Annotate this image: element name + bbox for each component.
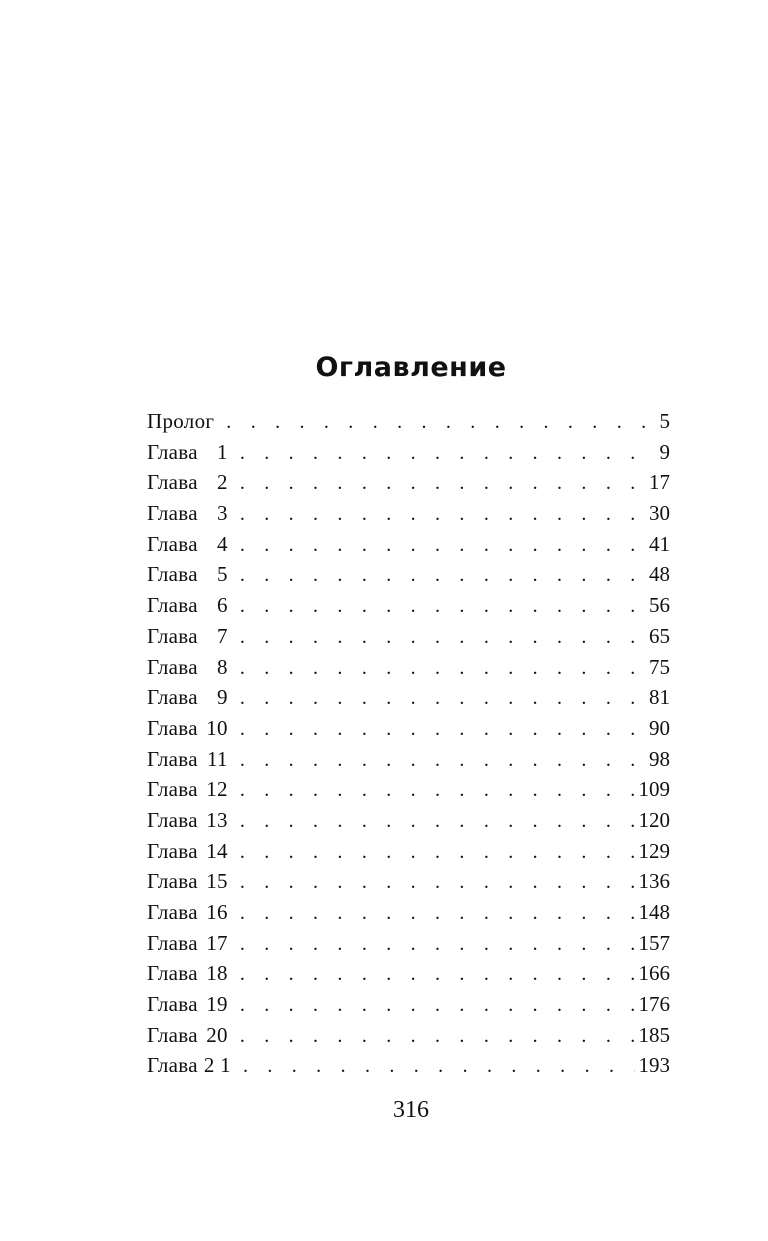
dot-leader bbox=[240, 959, 635, 990]
toc-entry-label bbox=[147, 805, 228, 836]
dot-leader bbox=[240, 499, 645, 530]
toc-entry-word: Глава bbox=[147, 838, 198, 863]
toc-entry-word: Глава bbox=[147, 992, 198, 1017]
toc-entry-word: Глава bbox=[147, 685, 198, 710]
toc-entry-label bbox=[147, 1020, 228, 1051]
toc-entry-label bbox=[147, 897, 228, 928]
toc-entry-page: 185 bbox=[638, 1022, 670, 1047]
toc-entry bbox=[147, 774, 670, 805]
toc-entry-chapter-number: 20 bbox=[206, 1022, 228, 1047]
toc-entry-label bbox=[147, 989, 228, 1020]
dot-leader bbox=[240, 560, 645, 591]
dot-leader bbox=[240, 867, 635, 898]
toc-entry-chapter-number: 11 bbox=[207, 746, 228, 771]
toc-entry-chapter-number: 8 bbox=[217, 654, 228, 679]
dot-leader bbox=[240, 990, 635, 1021]
toc-entry-word: Пролог bbox=[147, 409, 215, 433]
toc-entry-label bbox=[147, 928, 228, 959]
page-number: 316 bbox=[393, 1097, 429, 1123]
toc-entry-page: 17 bbox=[649, 470, 670, 495]
dot-leader bbox=[240, 929, 635, 960]
toc-entry-label bbox=[147, 529, 228, 560]
toc-entry-chapter-number: 5 bbox=[217, 562, 228, 587]
toc-entry bbox=[147, 559, 670, 590]
toc-entry bbox=[147, 1050, 670, 1081]
toc-entry-chapter-number: 7 bbox=[217, 623, 228, 648]
toc-title: Оглавление bbox=[315, 352, 507, 383]
toc-entry-page: 120 bbox=[638, 807, 670, 832]
dot-leader bbox=[240, 714, 645, 745]
toc-entry-label bbox=[147, 744, 228, 775]
dot-leader bbox=[240, 775, 635, 806]
toc-entry-word: Глава bbox=[147, 900, 198, 924]
toc-entry-chapter-number: 4 bbox=[217, 531, 228, 556]
toc-entry bbox=[147, 590, 670, 621]
toc-entry bbox=[147, 836, 670, 867]
toc-entry-label bbox=[147, 866, 228, 897]
toc-entry-page: 9 bbox=[659, 439, 670, 464]
toc-entry-page: 90 bbox=[649, 715, 670, 740]
toc-entry-page: 166 bbox=[638, 961, 670, 986]
toc-entry bbox=[147, 805, 670, 836]
toc-entry-label bbox=[147, 958, 228, 989]
toc-entry-chapter-number: 16 bbox=[206, 900, 228, 924]
toc-entry-word: Глава bbox=[147, 531, 198, 556]
toc-entry-word: Глава bbox=[147, 654, 198, 679]
toc-entry-word: Глава bbox=[147, 807, 198, 832]
toc-entry-label bbox=[147, 713, 228, 744]
toc-entry-word: Глава bbox=[147, 930, 198, 955]
toc-entry bbox=[147, 406, 670, 437]
toc-entry-label bbox=[147, 774, 228, 805]
dot-leader bbox=[240, 837, 635, 868]
toc-entry-page: 98 bbox=[649, 746, 670, 771]
toc-entry-chapter-number: 12 bbox=[206, 777, 228, 802]
toc-entry bbox=[147, 928, 670, 959]
dot-leader bbox=[240, 745, 645, 776]
dot-leader bbox=[240, 622, 645, 653]
toc-entry bbox=[147, 621, 670, 652]
toc-entry-page: 109 bbox=[638, 777, 670, 802]
dot-leader bbox=[240, 653, 645, 684]
toc-entry-chapter-number: 1 bbox=[217, 439, 228, 464]
toc-entry bbox=[147, 498, 670, 529]
toc-entry-chapter-number: 10 bbox=[206, 715, 228, 740]
toc-entry-word: Глава bbox=[147, 715, 198, 740]
toc-entry-word: Глава bbox=[147, 1053, 198, 1078]
toc-entry-chapter-number: 15 bbox=[206, 869, 228, 894]
toc-entry-chapter-number: 17 bbox=[206, 930, 228, 955]
dot-leader bbox=[240, 683, 645, 714]
toc-entry-word: Глава bbox=[147, 623, 198, 648]
toc-entry bbox=[147, 744, 670, 775]
toc-list bbox=[147, 406, 670, 1081]
toc-entry-word: Глава bbox=[147, 869, 198, 894]
toc-entry-page: 5 bbox=[659, 409, 670, 433]
dot-leader bbox=[240, 1021, 635, 1052]
toc-entry bbox=[147, 682, 670, 713]
toc-entry-label bbox=[147, 590, 228, 621]
toc-entry-page: 148 bbox=[638, 900, 670, 924]
toc-entry-label bbox=[147, 621, 228, 652]
toc-entry-label bbox=[147, 1050, 231, 1081]
toc-entry-chapter-number: 18 bbox=[206, 961, 228, 986]
toc-entry-page: 41 bbox=[649, 531, 670, 556]
toc-entry bbox=[147, 866, 670, 897]
toc-entry-label bbox=[147, 406, 214, 437]
toc-entry-page: 65 bbox=[649, 623, 670, 648]
toc-entry-page: 30 bbox=[649, 501, 670, 526]
toc-entry-chapter-number: 19 bbox=[206, 992, 228, 1017]
toc-entry-label bbox=[147, 559, 228, 590]
toc-entry bbox=[147, 958, 670, 989]
toc-entry-label bbox=[147, 437, 228, 468]
toc-entry bbox=[147, 529, 670, 560]
toc-entry-label bbox=[147, 836, 228, 867]
toc-entry-page: 75 bbox=[649, 654, 670, 679]
toc-entry-word: Глава bbox=[147, 470, 198, 495]
toc-entry bbox=[147, 713, 670, 744]
toc-entry-word: Глава bbox=[147, 593, 198, 618]
toc-entry bbox=[147, 897, 670, 928]
toc-entry-chapter-number: 9 bbox=[217, 685, 228, 710]
dot-leader bbox=[240, 591, 645, 622]
dot-leader bbox=[240, 468, 645, 499]
toc-entry-page: 48 bbox=[649, 562, 670, 587]
toc-entry-chapter-number: 6 bbox=[217, 593, 228, 618]
toc-entry-word: Глава bbox=[147, 562, 198, 587]
dot-leader bbox=[240, 898, 635, 929]
toc-entry-chapter-number: 13 bbox=[206, 807, 228, 832]
toc-entry-chapter-number: 2 bbox=[217, 470, 228, 495]
toc-entry-label bbox=[147, 652, 228, 683]
toc-entry bbox=[147, 989, 670, 1020]
dot-leader bbox=[240, 438, 656, 469]
toc-entry-chapter-number: 2 1 bbox=[203, 1053, 231, 1078]
toc-entry-label bbox=[147, 682, 228, 713]
dot-leader bbox=[240, 530, 645, 561]
toc-entry bbox=[147, 467, 670, 498]
toc-entry bbox=[147, 652, 670, 683]
toc-entry-page: 193 bbox=[638, 1053, 670, 1078]
toc-entry-page: 56 bbox=[649, 593, 670, 618]
toc-entry-page: 129 bbox=[638, 838, 670, 863]
toc-entry-page: 136 bbox=[638, 869, 670, 894]
dot-leader bbox=[243, 1051, 635, 1082]
toc-entry bbox=[147, 437, 670, 468]
toc-entry-page: 157 bbox=[638, 930, 670, 955]
toc-entry-word: Глава bbox=[147, 777, 198, 802]
toc-entry-word: Глава bbox=[147, 961, 198, 986]
toc-entry-word: Глава bbox=[147, 439, 198, 464]
toc-entry bbox=[147, 1020, 670, 1051]
toc-entry-label bbox=[147, 467, 228, 498]
toc-entry-chapter-number: 3 bbox=[217, 501, 228, 526]
dot-leader bbox=[226, 407, 655, 438]
toc-entry-word: Глава bbox=[147, 501, 198, 526]
toc-entry-page: 81 bbox=[649, 685, 670, 710]
toc-entry-label bbox=[147, 498, 228, 529]
toc-entry-chapter-number: 14 bbox=[206, 838, 228, 863]
toc-entry-page: 176 bbox=[638, 992, 670, 1017]
toc-entry-word: Глава bbox=[147, 1022, 198, 1047]
toc-entry-word: Глава bbox=[147, 746, 198, 771]
dot-leader bbox=[240, 806, 635, 837]
